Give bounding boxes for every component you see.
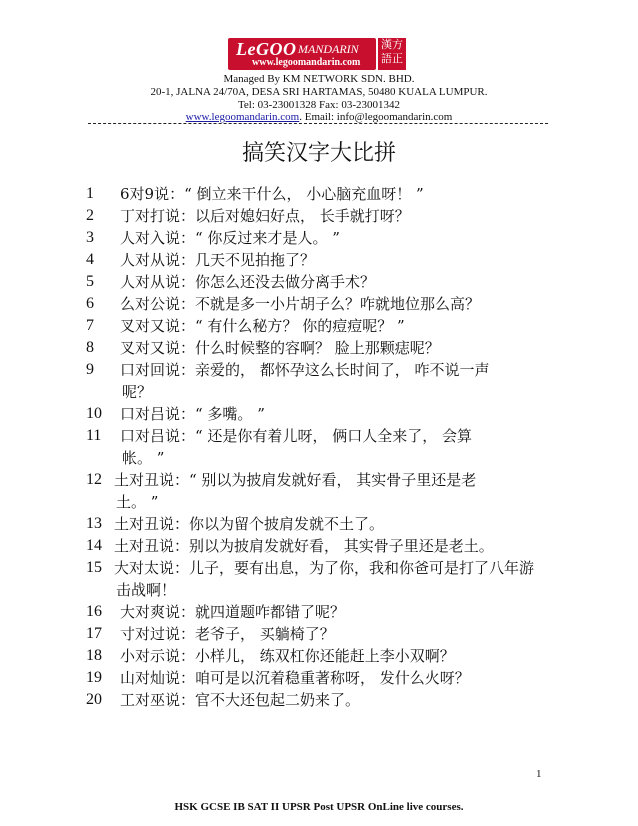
item-text: 土对丑说：“ 别以为披肩发就好看， 其实骨子里还是老: [114, 471, 477, 489]
joke-item: [86, 601, 556, 623]
item-text: 寸对过说：老爷子， 买躺椅了？: [120, 625, 335, 643]
item-text: 口对回说：亲爱的， 都怀孕这么长时间了， 咋不说一声: [120, 361, 490, 379]
joke-item: [86, 535, 556, 557]
logo-seal: 漢方 語正: [378, 38, 406, 70]
item-number: 3: [86, 229, 94, 246]
item-number: 12: [86, 471, 102, 488]
managed-by: Managed By KM NETWORK SDN. BHD.: [223, 73, 415, 85]
item-number: 14: [86, 537, 102, 554]
joke-item: [86, 425, 556, 469]
email-text: . Email: info@legoomandarin.com: [299, 111, 453, 123]
logo-wordmark: [228, 38, 376, 70]
page-number: 1: [536, 768, 542, 780]
item-number: 15: [86, 559, 102, 576]
item-number: 8: [86, 339, 94, 356]
item-text-continued: 土。 ”: [116, 493, 159, 511]
joke-item: [86, 315, 556, 337]
item-text: 工对巫说：官不大还包起二奶来了。: [120, 691, 361, 709]
joke-item: [86, 557, 556, 601]
item-text: 丁对打说：以后对媳妇好点， 长手就打呀？: [120, 207, 410, 225]
joke-item: [86, 403, 556, 425]
joke-item: [86, 359, 556, 403]
item-number: 17: [86, 625, 102, 642]
joke-item: [86, 513, 556, 535]
item-text: 土对丑说：你以为留个披肩发就不土了。: [114, 515, 385, 533]
joke-item: [86, 667, 556, 689]
phone-fax: Tel: 03-23001328 Fax: 03-23001342: [237, 99, 401, 111]
item-number: 6: [86, 295, 94, 312]
item-number: 7: [86, 317, 94, 334]
joke-item: [86, 249, 556, 271]
joke-item: [86, 469, 556, 513]
item-text: 么对公说：不就是多一小片胡子么？咋就地位那么高？: [120, 295, 481, 313]
item-number: 20: [86, 691, 102, 708]
item-number: 19: [86, 669, 102, 686]
address: 20-1, JALNA 24/70A, DESA SRI HARTAMAS, 50480 KUALA LUMPUR.: [150, 86, 488, 98]
item-text: 人对从说：几天不见拍拖了？: [120, 251, 316, 269]
item-text-continued: 击战啊！: [116, 581, 177, 599]
joke-item: [86, 623, 556, 645]
item-text: 土对丑说：别以为披肩发就好看， 其实骨子里还是老土。: [114, 537, 494, 555]
item-text: 大对爽说：就四道题咋都错了呢？: [120, 603, 346, 621]
logo-brand: LeGOO: [236, 39, 297, 59]
joke-item: [86, 645, 556, 667]
item-text: 叉对又说：什么时候整的容啊？ 脸上那颗痣呢？: [120, 339, 440, 357]
header-divider: [88, 123, 548, 124]
item-number: 4: [86, 251, 94, 268]
joke-item: [86, 337, 556, 359]
item-text: 人对入说：“ 你反过来才是人。 ”: [120, 229, 340, 247]
item-text-continued: 帐。 ”: [122, 449, 165, 467]
website-link[interactable]: www.legoomandarin.com: [185, 111, 300, 123]
joke-item: [86, 293, 556, 315]
item-text: 人对从说：你怎么还没去做分离手术？: [120, 273, 376, 291]
item-number: 2: [86, 207, 94, 224]
logo-brand-suffix: MANDARIN: [298, 42, 359, 56]
item-text: 口对吕说：“ 多嘴。 ”: [120, 405, 265, 423]
joke-item: [86, 183, 556, 205]
footer-courses: HSK GCSE IB SAT II UPSR Post UPSR OnLine live courses.: [174, 801, 464, 813]
item-number: 18: [86, 647, 102, 664]
joke-item: [86, 271, 556, 293]
joke-item: [86, 205, 556, 227]
logo-url: www.legoomandarin.com: [252, 57, 361, 68]
item-text: 山对灿说：咱可是以沉着稳重著称呀， 发什么火呀？: [120, 669, 470, 687]
joke-list: [86, 183, 556, 711]
joke-item: [86, 689, 556, 711]
item-text: 6对9说：“ 倒立来干什么， 小心脑充血呀！ ”: [120, 185, 424, 203]
item-text: 大对太说：儿子，要有出息，为了你，我和你爸可是打了八年游: [114, 559, 535, 577]
item-number: 16: [86, 603, 102, 620]
item-number: 1: [86, 185, 94, 202]
item-number: 11: [86, 427, 102, 444]
item-number: 5: [86, 273, 94, 290]
item-text: 叉对又说：“ 有什么秘方？ 你的痘痘呢？ ”: [120, 317, 405, 335]
item-number: 9: [86, 361, 94, 378]
page-title: 搞笑汉字大比拼: [241, 141, 396, 166]
joke-item: [86, 227, 556, 249]
item-text: 口对吕说：“ 还是你有着儿呀， 俩口人全来了， 会算: [120, 427, 472, 445]
item-number: 10: [86, 405, 102, 422]
legoo-logo: [228, 38, 406, 70]
item-text-continued: 呢？: [122, 383, 153, 401]
item-text: 小对示说：小样儿， 练双杠你还能赶上李小双啊？: [120, 647, 455, 665]
item-number: 13: [86, 515, 102, 532]
